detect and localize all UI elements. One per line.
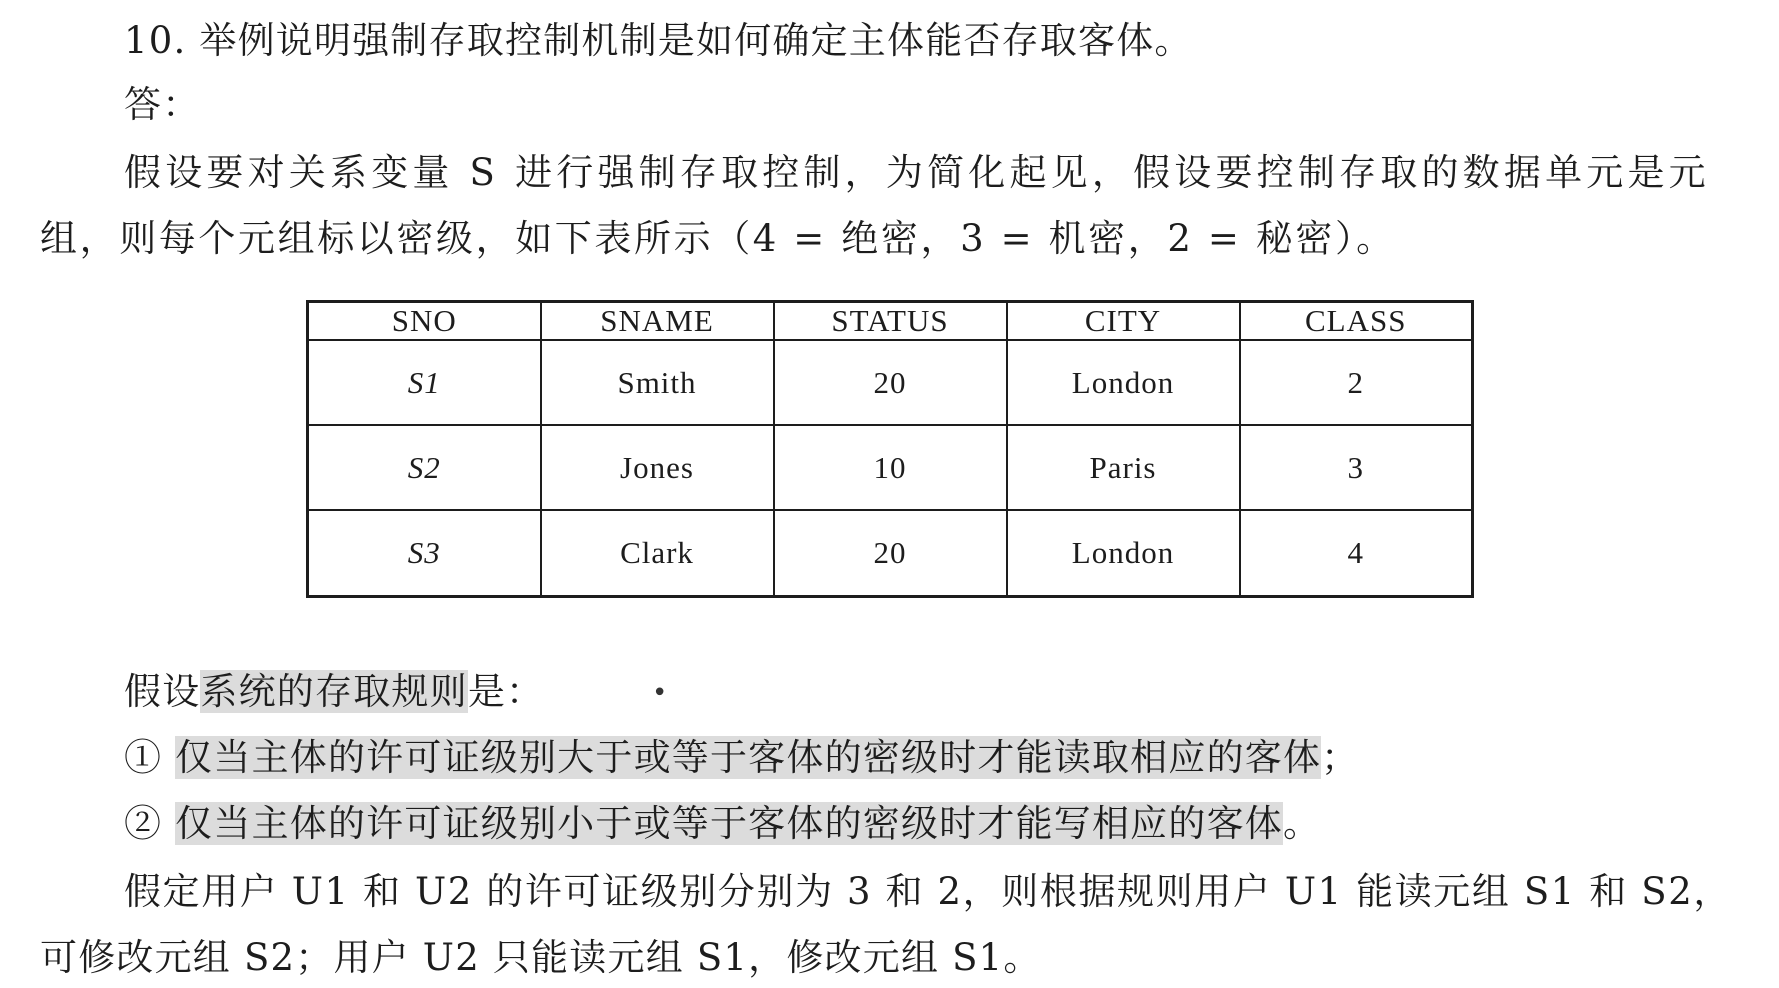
conclusion-line-1: 假定用户 U1 和 U2 的许可证级别分别为 3 和 2，则根据规则用户 U1 能读元组 S1 和 S2，	[124, 870, 1732, 913]
column-header-sname: SNAME	[541, 302, 774, 341]
cell-sname: Clark	[541, 510, 774, 596]
classification-table	[306, 300, 1474, 598]
cell-city: Paris	[1007, 425, 1240, 510]
cell-status: 20	[774, 510, 1007, 596]
stray-mark-icon: •	[652, 678, 668, 708]
cell-sno: S3	[308, 510, 541, 596]
table-row	[308, 510, 1473, 596]
column-header-class: CLASS	[1240, 302, 1473, 341]
rule-1-text: 仅当主体的许可证级别大于或等于客体的密级时才能读取相应的客体	[175, 736, 1322, 779]
cell-status: 20	[774, 340, 1007, 425]
question-heading: 10. 举例说明强制存取控制机制是如何确定主体能否存取客体。	[124, 19, 1193, 62]
answer-label: 答：	[124, 83, 201, 126]
rule-2-end: 。	[1282, 802, 1322, 845]
cell-sname: Jones	[541, 425, 774, 510]
cell-sno: S1	[308, 340, 541, 425]
cell-city: London	[1007, 510, 1240, 596]
paragraph-1-line-2: 组，则每个元组标以密级，如下表所示（4 = 绝密，3 = 机密，2 = 秘密）。	[40, 217, 1396, 260]
table-row	[308, 425, 1473, 510]
rule-2-marker: ②	[124, 802, 163, 845]
rule-1-marker: ①	[124, 736, 163, 779]
column-header-status: STATUS	[774, 302, 1007, 341]
rules-intro-suffix: 是：	[467, 670, 545, 713]
table-row	[308, 340, 1473, 425]
cell-class: 3	[1240, 425, 1473, 510]
rules-intro	[124, 667, 544, 717]
column-header-sno: SNO	[308, 302, 541, 341]
cell-sno: S2	[308, 425, 541, 510]
table-header-row	[308, 302, 1473, 341]
cell-status: 10	[774, 425, 1007, 510]
rules-intro-highlight: 系统的存取规则	[200, 670, 468, 713]
rule-1-end: ；	[1321, 736, 1360, 779]
cell-class: 4	[1240, 510, 1473, 596]
cell-city: London	[1007, 340, 1240, 425]
conclusion-line-2: 可修改元组 S2；用户 U2 只能读元组 S1，修改元组 S1。	[40, 936, 1042, 979]
cell-class: 2	[1240, 340, 1473, 425]
rule-2	[124, 799, 1321, 849]
rule-2-text: 仅当主体的许可证级别小于或等于客体的密级时才能写相应的客体	[175, 802, 1283, 845]
column-header-city: CITY	[1007, 302, 1240, 341]
paragraph-1-line-1: 假设要对关系变量 S 进行强制存取控制，为简化起见，假设要控制存取的数据单元是元	[124, 151, 1710, 194]
rule-1	[124, 733, 1359, 783]
rules-intro-prefix: 假设	[124, 670, 201, 713]
cell-sname: Smith	[541, 340, 774, 425]
